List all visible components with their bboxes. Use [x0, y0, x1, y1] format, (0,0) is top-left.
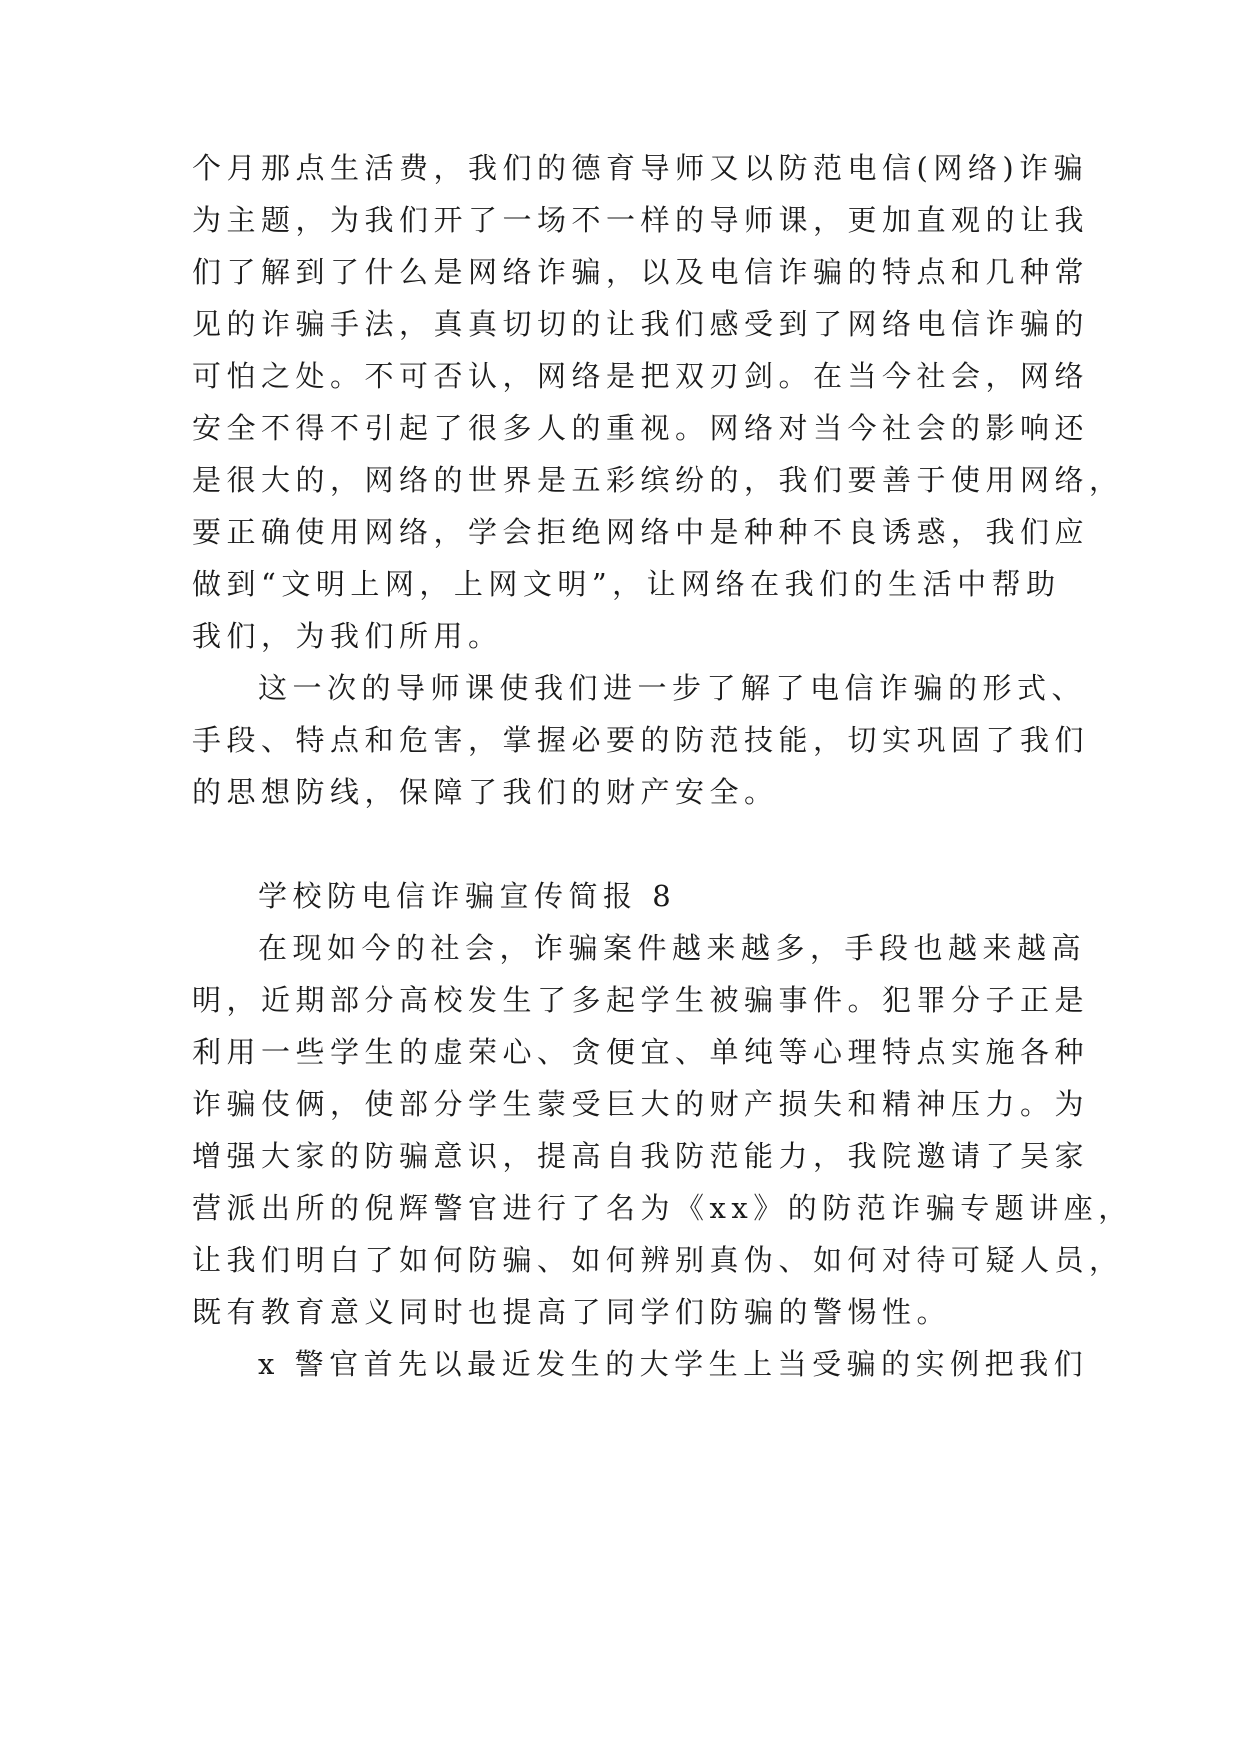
text-line: 见的诈骗手法，真真切切的让我们感受到了网络电信诈骗的	[192, 307, 1090, 341]
section-title: 学校防电信诈骗宣传简报 8	[258, 879, 677, 913]
text-line: 让我们明白了如何防骗、如何辨别真伪、如何对待可疑人员，	[192, 1243, 1124, 1277]
text-line: 诈骗伎俩，使部分学生蒙受巨大的财产损失和精神压力。为	[192, 1087, 1090, 1121]
text-line: 手段、特点和危害，掌握必要的防范技能，切实巩固了我们	[192, 723, 1090, 757]
text-line: 营派出所的倪辉警官进行了名为《xx》的防范诈骗专题讲座，	[192, 1191, 1133, 1225]
text-line: 利用一些学生的虚荣心、贪便宜、单纯等心理特点实施各种	[192, 1035, 1090, 1069]
text-line: 做到“文明上网，上网文明”，让网络在我们的生活中帮助	[192, 567, 1061, 601]
text-line: 这一次的导师课使我们进一步了解了电信诈骗的形式、	[258, 671, 1087, 705]
text-line: 要正确使用网络，学会拒绝网络中是种种不良诱惑，我们应	[192, 515, 1090, 549]
text-line: 在现如今的社会，诈骗案件越来越多，手段也越来越高	[258, 931, 1087, 965]
text-line: 安全不得不引起了很多人的重视。网络对当今社会的影响还	[192, 411, 1090, 445]
text-line: 可怕之处。不可否认，网络是把双刃剑。在当今社会，网络	[192, 359, 1090, 393]
text-line: 个月那点生活费，我们的德育导师又以防范电信(网络)诈骗	[192, 151, 1089, 185]
text-line: 既有教育意义同时也提高了同学们防骗的警惕性。	[192, 1295, 952, 1329]
text-line: 们了解到了什么是网络诈骗，以及电信诈骗的特点和几种常	[192, 255, 1090, 289]
text-line: 增强大家的防骗意识，提高自我防范能力，我院邀请了吴家	[192, 1139, 1090, 1173]
text-line: 我们，为我们所用。	[192, 619, 503, 653]
text-line: 明，近期部分高校发生了多起学生被骗事件。犯罪分子正是	[192, 983, 1090, 1017]
text-line: 是很大的，网络的世界是五彩缤纷的，我们要善于使用网络，	[192, 463, 1124, 497]
text-line: 的思想防线，保障了我们的财产安全。	[192, 775, 779, 809]
text-line: x 警官首先以最近发生的大学生上当受骗的实例把我们	[258, 1347, 1089, 1381]
text-line: 为主题，为我们开了一场不一样的导师课，更加直观的让我	[192, 203, 1090, 237]
